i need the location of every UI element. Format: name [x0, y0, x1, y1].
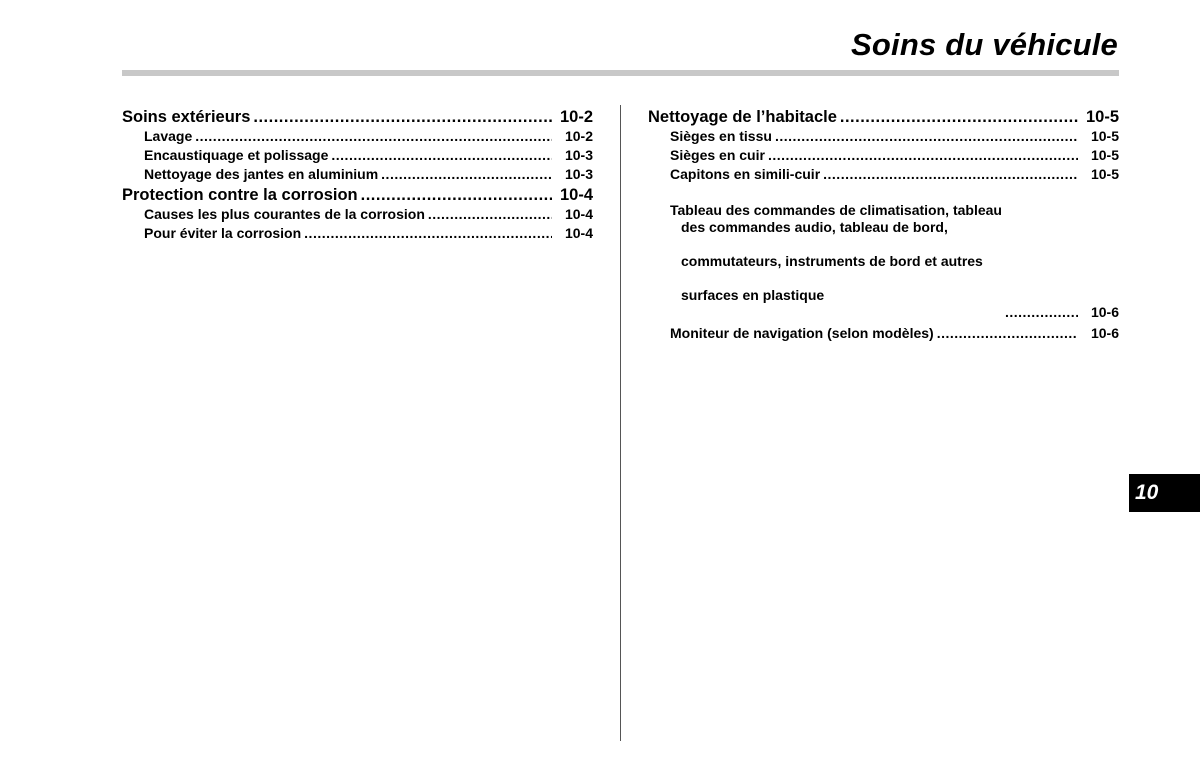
toc-entry-label: Sièges en tissu — [670, 128, 772, 144]
toc-entry-label: Moniteur de navigation (selon modèles) — [670, 325, 934, 341]
toc-entry-label: Soins extérieurs — [122, 108, 251, 126]
leader-dots — [381, 166, 552, 183]
toc-entry-page: 10-5 — [1090, 128, 1119, 144]
toc-entry-page: 10-5 — [1090, 147, 1119, 163]
leader-dots — [775, 128, 1078, 145]
toc-entry[interactable] — [648, 166, 1119, 183]
toc-entry-page: 10-5 — [1085, 108, 1119, 126]
toc-entry[interactable] — [122, 206, 593, 223]
toc-entry-page: 10-3 — [564, 166, 593, 182]
toc-entry[interactable] — [122, 128, 593, 145]
toc-entry-label-line: des commandes audio, tableau de bord, — [681, 219, 948, 235]
toc-entry[interactable] — [648, 107, 1119, 127]
title-rule — [122, 70, 1119, 76]
toc-entry[interactable] — [122, 147, 593, 164]
leader-dots — [823, 166, 1078, 183]
leader-dots — [195, 128, 552, 145]
toc-entry[interactable] — [648, 128, 1119, 145]
leader-dots — [253, 107, 552, 127]
toc-entry[interactable] — [122, 107, 593, 127]
leader-dots — [361, 185, 552, 205]
toc-entry-label: Sièges en cuir — [670, 147, 765, 163]
leader-dots — [768, 147, 1078, 164]
toc-entry-page: 10-5 — [1090, 166, 1119, 182]
toc-entry-page: 10-4 — [559, 186, 593, 204]
toc-entry-label: Lavage — [144, 128, 193, 144]
toc-left-column — [122, 107, 593, 244]
toc-entry[interactable] — [122, 225, 593, 242]
leader-dots — [1005, 304, 1078, 321]
leader-dots — [937, 325, 1078, 342]
toc-entry[interactable] — [122, 185, 593, 205]
column-divider — [620, 105, 621, 741]
toc-entry-label-line: surfaces en plastique — [681, 287, 825, 303]
toc-entry[interactable] — [122, 166, 593, 183]
toc-entry-label: Capitons en simili-cuir — [670, 166, 821, 182]
toc-entry-label — [670, 185, 1002, 321]
toc-entry-label: Nettoyage de l’habitacle — [648, 108, 837, 126]
leader-dots — [428, 206, 552, 223]
toc-entry-page: 10-3 — [564, 147, 593, 163]
toc-entry-page: 10-2 — [559, 108, 593, 126]
toc-entry-label-line: Tableau des commandes de climatisation, tableau — [670, 202, 1002, 218]
toc-entry[interactable] — [648, 147, 1119, 164]
toc-entry-label: Causes les plus courantes de la corrosion — [144, 206, 425, 222]
page-title: Soins du véhicule — [851, 27, 1118, 62]
toc-entry[interactable] — [648, 325, 1119, 342]
toc-entry-label: Protection contre la corrosion — [122, 186, 358, 204]
toc-entry-label: Nettoyage des jantes en aluminium — [144, 166, 379, 182]
toc-entry-page: 10-6 — [1090, 325, 1119, 341]
leader-dots — [331, 147, 552, 164]
toc-entry-page: 10-4 — [564, 225, 593, 241]
leader-dots — [304, 225, 552, 242]
leader-dots — [840, 107, 1078, 127]
toc-entry-page: 10-2 — [564, 128, 593, 144]
toc-entry-page: 10-6 — [1090, 304, 1119, 320]
toc-entry-label: Pour éviter la corrosion — [144, 225, 302, 241]
chapter-tab: 10 — [1129, 474, 1200, 512]
toc-entry-label: Encaustiquage et polissage — [144, 147, 329, 163]
toc-right-column — [648, 107, 1119, 344]
toc-entry[interactable] — [648, 185, 1119, 321]
toc-entry-label-line: commutateurs, instruments de bord et autres — [681, 253, 983, 269]
toc-entry-page: 10-4 — [564, 206, 593, 222]
